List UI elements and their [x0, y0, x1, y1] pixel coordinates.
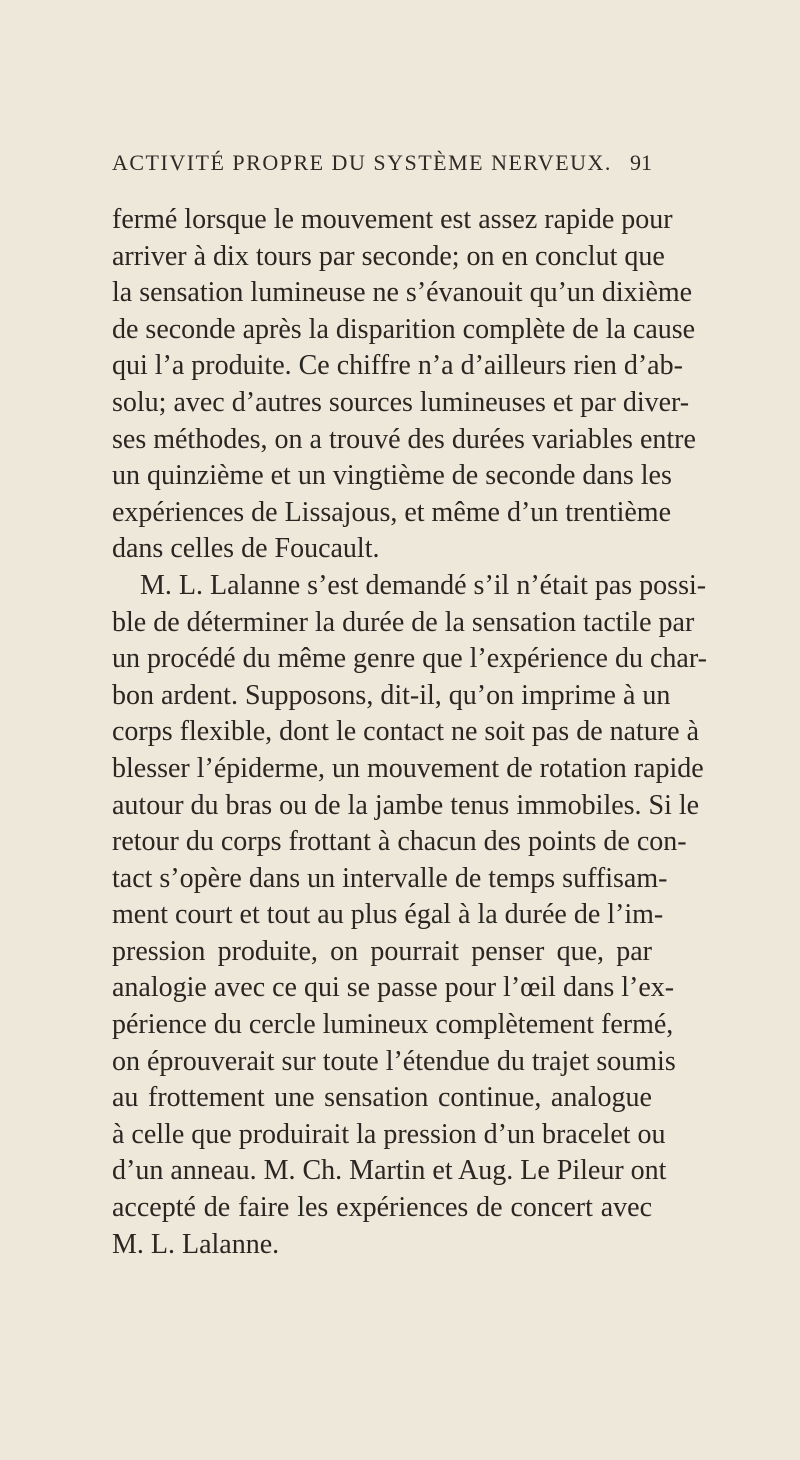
text-line: au frottement une sensation continue, analogue: [112, 1082, 652, 1114]
text-line: pression produite, on pourrait penser que, par: [112, 935, 652, 967]
text-line: ses méthodes, on a trouvé des durées variables entre: [112, 423, 696, 455]
text-line: on éprouverait sur toute l’étendue du trajet soumis: [112, 1045, 676, 1077]
text-line: à celle que produirait la pression d’un bracelet ou: [112, 1118, 666, 1150]
text-line: arriver à dix tours par seconde; on en conclut que: [112, 240, 665, 272]
text-line: retour du corps frottant à chacun des points de con-: [112, 826, 687, 858]
text-line: de seconde après la disparition complète de la cause: [112, 313, 696, 345]
text-line: autour du bras ou de la jambe tenus immobiles. Si le: [112, 789, 700, 821]
text-line: blesser l’épiderme, un mouvement de rotation rapide: [112, 752, 704, 784]
text-line: ble de déterminer la durée de la sensation tactile par: [112, 606, 695, 638]
text-line: la sensation lumineuse ne s’évanouit qu’un dixième: [112, 277, 693, 309]
text-line: d’un anneau. M. Ch. Martin et Aug. Le Pileur ont: [112, 1155, 667, 1187]
text-line: tact s’opère dans un intervalle de temps suffisam-: [112, 862, 668, 894]
text-line: analogie avec ce qui se passe pour l’œil dans l’ex-: [112, 972, 675, 1004]
text-line: bon ardent. Supposons, dit-il, qu’on imprime à un: [112, 679, 671, 711]
body-text: [112, 202, 707, 1263]
page-header: [112, 150, 652, 180]
text-line: périence du cercle lumineux complètement fermé,: [112, 1009, 674, 1041]
text-line: un quinzième et un vingtième de seconde dans les: [112, 460, 672, 492]
text-line: fermé lorsque le mouvement est assez rapide pour: [112, 204, 673, 235]
text-line: dans celles de Foucault.: [112, 533, 380, 565]
text-line: accepté de faire les expériences de concert avec: [112, 1192, 652, 1224]
running-title: ACTIVITÉ PROPRE DU SYSTÈME NERVEUX.: [112, 150, 612, 175]
paragraph-start-line: M. L. Lalanne s’est demandé s’il n’était pas possi-: [140, 569, 707, 601]
text-line: solu; avec d’autres sources lumineuses et par diver-: [112, 386, 690, 418]
page-number: 91: [630, 150, 652, 175]
text-line: un procédé du même genre que l’expérience du char-: [112, 643, 707, 675]
text-line: ment court et tout au plus égal à la durée de l’im-: [112, 899, 664, 931]
text-line: expériences de Lissajous, et même d’un trentième: [112, 496, 672, 528]
text-line: M. L. Lalanne.: [112, 1228, 280, 1260]
text-line: qui l’a produite. Ce chiffre n’a d’ailleurs rien d’ab-: [112, 350, 683, 382]
text-line: corps flexible, dont le contact ne soit pas de nature à: [112, 716, 700, 748]
